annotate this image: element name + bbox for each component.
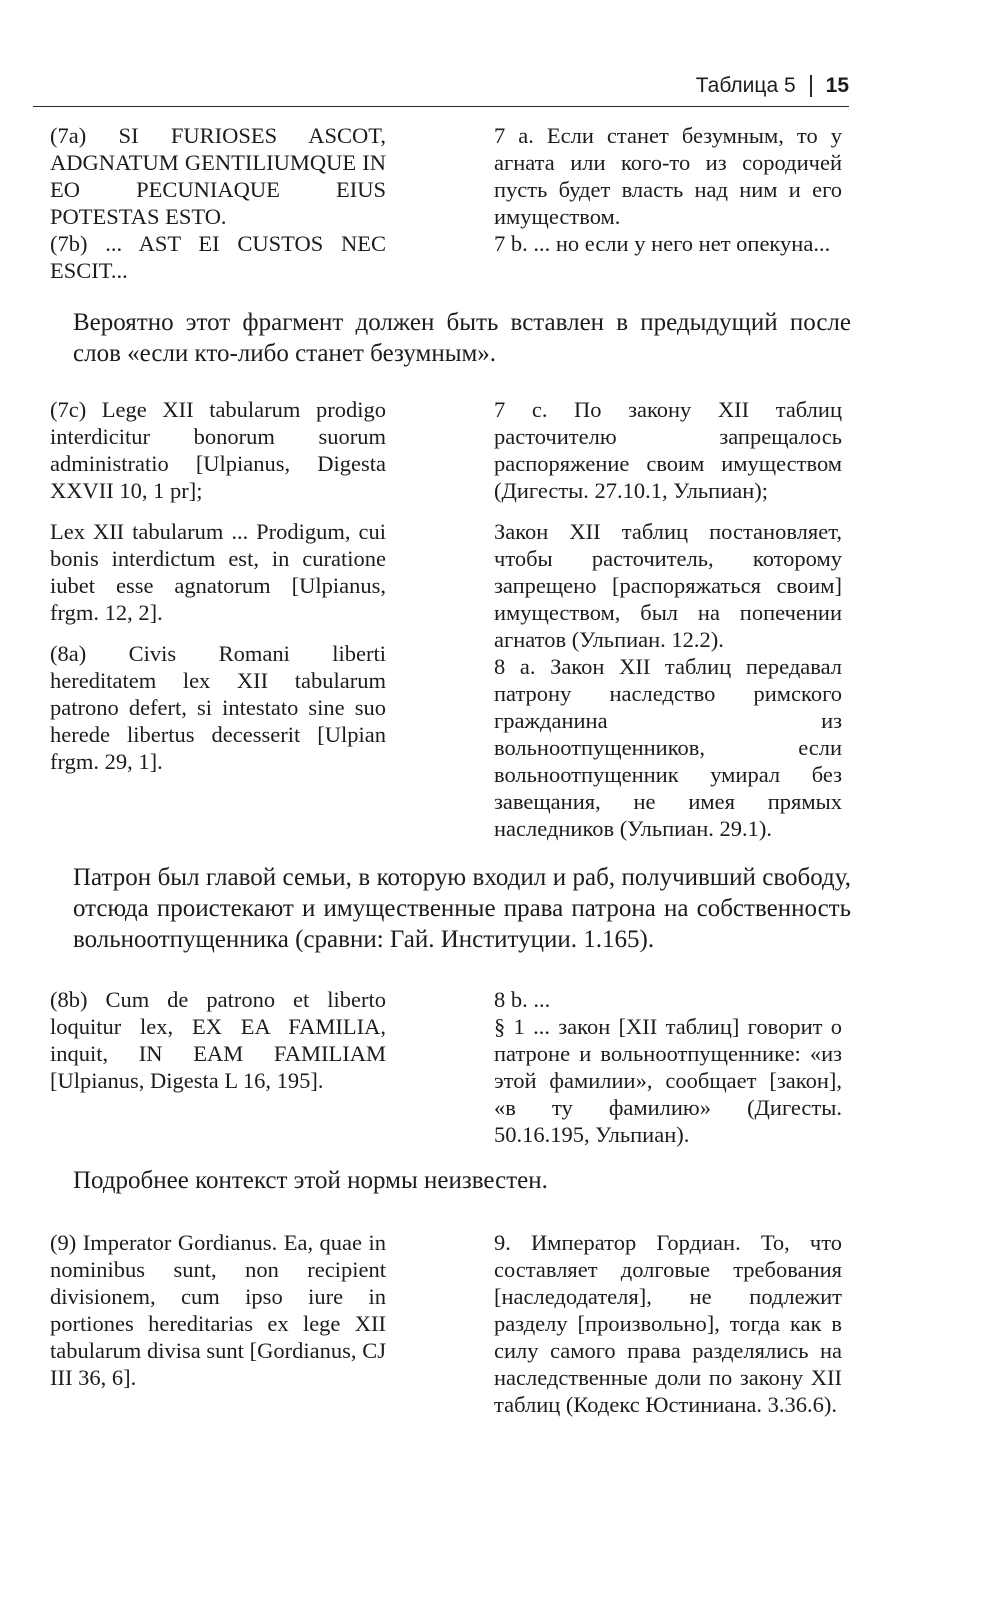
latin-column-7c — [50, 396, 386, 775]
russian-paragraph: § 1 ... закон [XII таблиц] говорит о патроне и вольноотпущеннике: «из этой фамилии», сообщает [закон], «в ту фамилию» (Дигесты. 50.16.195, Ульпиан). — [494, 1014, 842, 1147]
latin-paragraph: (9) Imperator Gordianus. Ea, quae in nominibus sunt, non recipient divisionem, cum ipso iure in portiones hereditarias ex lege XII tabularum divisa sunt [Gordianus, CJ III 36, 6]. — [50, 1230, 386, 1390]
commentary-note: Патрон был главой семьи, в которую входил и раб, получивший свободу, отсюда проистекают и имущественные права патрона на собственность вольноотпущенника (сравни: Гай. Институции. 1.165). — [73, 864, 851, 953]
latin-paragraph: (7b) ... AST EI CUSTOS NEC ESCIT... — [50, 231, 386, 283]
russian-paragraph: 7 а. Если станет безумным, то у агната или кого-то из сородичей пусть будет власть над ним и его имуществом. — [494, 123, 842, 229]
latin-column-8b — [50, 986, 386, 1094]
russian-column-9 — [494, 1229, 842, 1418]
russian-column-7ab — [494, 122, 842, 257]
russian-paragraph: 9. Император Гордиан. То, что составляет долговые требования [наследодателя], не подлежит разделу [произвольно], тогда как в силу самого права разделялись на наследственные доли по закону XII таблиц (Кодекс Юстиниана. 3.36.6). — [494, 1230, 842, 1417]
latin-paragraph: (8a) Civis Romani liberti hereditatem lex XII tabularum patrono defert, si intestato sine suo herede libertus decesserit [Ulpian frgm. 29, 1]. — [50, 641, 386, 774]
section-title: Таблица 5 — [695, 74, 796, 97]
russian-paragraph: 8 b. ... — [494, 987, 551, 1012]
header-separator — [810, 75, 812, 97]
commentary-note: Вероятно этот фрагмент должен быть вставлен в предыдущий после слов «если кто-либо станет безумным». — [73, 309, 851, 367]
latin-column-9 — [50, 1229, 386, 1391]
russian-column-8b — [494, 986, 842, 1148]
russian-paragraph: 8 а. Закон XII таблиц передавал патрону наследство римского гражданина из вольноотпущенников, если вольноотпущенник умирал без завещания, не имея прямых наследников (Ульпиан. 29.1). — [494, 654, 842, 841]
header-inner — [696, 74, 849, 98]
russian-paragraph: Закон XII таблиц постановляет, чтобы расточитель, которому запрещено [распоряжаться своим] имуществом, был на попечении агнатов (Ульпиан. 12.2). — [494, 519, 842, 652]
running-header — [33, 70, 849, 107]
page-number: 15 — [825, 74, 849, 97]
latin-paragraph: (7c) Lege XII tabularum prodigo interdicitur bonorum suorum administratio [Ulpianus, Digesta XXVII 10, 1 pr]; — [50, 397, 386, 503]
commentary-note: Подробнее контекст этой нормы неизвестен. — [73, 1167, 548, 1194]
latin-paragraph: (7a) SI FURIOSES ASCOT, ADGNATUM GENTILIUMQUE IN EO PECUNIAQUE EIUS POTESTAS ESTO. — [50, 123, 386, 229]
latin-paragraph: (8b) Cum de patrono et liberto loquitur lex, EX EA FAMILIA, inquit, IN EAM FAMILIAM [Ulpianus, Digesta L 16, 195]. — [50, 987, 386, 1093]
russian-column-7c — [494, 396, 842, 842]
latin-column-7ab — [50, 122, 386, 284]
russian-paragraph: 7 b. ... но если у него нет опекуна... — [494, 231, 831, 256]
russian-paragraph: 7 с. По закону XII таблиц расточителю запрещалось распоряжение своим имуществом (Дигесты. 27.10.1, Ульпиан); — [494, 397, 842, 503]
latin-paragraph: Lex XII tabularum ... Prodigum, cui bonis interdictum est, in curatione iubet esse agnatorum [Ulpianus, frgm. 12, 2]. — [50, 519, 386, 625]
